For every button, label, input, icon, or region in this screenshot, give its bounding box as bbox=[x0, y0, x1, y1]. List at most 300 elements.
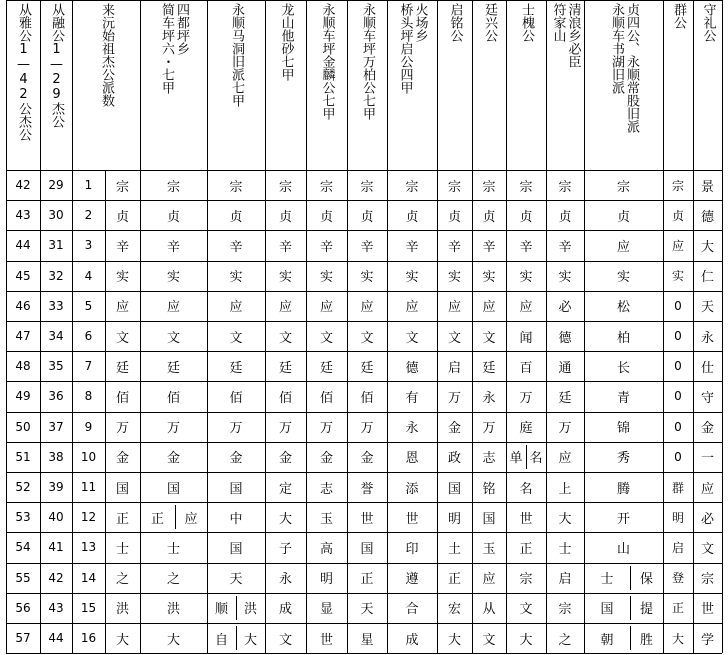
cell-h: 贞 bbox=[360, 209, 374, 225]
cell-d: 文 bbox=[166, 330, 180, 346]
grid-h-line bbox=[6, 593, 722, 594]
header-m bbox=[546, 3, 584, 169]
cell-a: 56 bbox=[15, 600, 31, 615]
cell-n: 开 bbox=[616, 511, 630, 527]
cell-h: 实 bbox=[360, 270, 374, 286]
header-e bbox=[207, 3, 265, 169]
cell-e: 中 bbox=[229, 511, 243, 527]
cell-k: 玉 bbox=[482, 541, 496, 557]
cell-a: 42 bbox=[15, 178, 31, 193]
cell-k: 从 bbox=[482, 602, 496, 618]
cell-m: 应 bbox=[558, 451, 572, 467]
cell-d: 廷 bbox=[166, 360, 180, 376]
cell-g: 贞 bbox=[319, 209, 333, 225]
cell-g: 宗 bbox=[319, 179, 333, 195]
cell-k: 应 bbox=[482, 572, 496, 588]
cell-d: 之 bbox=[166, 572, 180, 588]
header-line: 群公 bbox=[671, 3, 686, 29]
cell-g: 应 bbox=[319, 300, 333, 316]
cell-h: 佰 bbox=[360, 390, 374, 406]
cell-p: 学 bbox=[700, 632, 714, 648]
grid-h-line bbox=[6, 291, 722, 292]
cell-o: 登 bbox=[671, 571, 684, 586]
header-d bbox=[140, 3, 207, 169]
cell-k: 辛 bbox=[482, 239, 496, 255]
grid-h-line bbox=[6, 170, 722, 171]
grid-h-line bbox=[6, 0, 722, 1]
cell-o: 应 bbox=[671, 238, 684, 253]
header-line: 火场乡 bbox=[412, 3, 428, 42]
cell-divider bbox=[526, 445, 527, 469]
cell-a: 49 bbox=[15, 389, 31, 404]
cell-c2: 正 bbox=[115, 511, 129, 527]
header-line: 守礼公 bbox=[700, 3, 716, 42]
cell-f: 文 bbox=[278, 632, 292, 648]
cell-g: 明 bbox=[319, 572, 333, 588]
cell-g: 世 bbox=[319, 632, 333, 648]
cell-l: 闻 bbox=[519, 330, 533, 346]
cell-o: 群 bbox=[671, 480, 684, 495]
cell-m: 士 bbox=[558, 541, 572, 557]
cell-e: 万 bbox=[229, 421, 243, 437]
cell-o: 0 bbox=[674, 329, 682, 344]
cell-d: 宗 bbox=[166, 179, 180, 195]
header-k bbox=[472, 3, 506, 169]
grid-v-line bbox=[693, 0, 694, 653]
cell-n: 实 bbox=[616, 270, 630, 286]
cell-d: 佰 bbox=[166, 390, 180, 406]
cell-j: 辛 bbox=[447, 239, 461, 255]
cell-p: 天 bbox=[700, 300, 714, 316]
cell-l: 实 bbox=[519, 270, 533, 286]
cell-i: 添 bbox=[405, 481, 419, 497]
cell-a: 54 bbox=[15, 540, 31, 555]
cell-o: 启 bbox=[671, 540, 684, 555]
cell-e: 实 bbox=[229, 270, 243, 286]
header-line: 桥头坪启公四甲 bbox=[397, 3, 413, 94]
header-n bbox=[584, 3, 663, 169]
cell-p: 世 bbox=[700, 602, 714, 618]
grid-v-line bbox=[584, 0, 585, 653]
cell-o: 0 bbox=[674, 419, 682, 434]
cell-d: 大 bbox=[166, 632, 180, 648]
cell-b: 35 bbox=[48, 359, 64, 374]
cell-g: 显 bbox=[319, 602, 333, 618]
cell-k: 宗 bbox=[482, 179, 496, 195]
cell-j: 实 bbox=[447, 270, 461, 286]
cell-c: 14 bbox=[80, 570, 97, 585]
grid-v-line bbox=[40, 0, 41, 653]
cell-p: 应 bbox=[700, 481, 714, 497]
cell-b: 38 bbox=[48, 449, 64, 464]
cell-l: 庭 bbox=[519, 421, 533, 437]
cell-m: 宗 bbox=[558, 179, 572, 195]
header-b bbox=[40, 3, 72, 169]
cell-i: 应 bbox=[405, 300, 419, 316]
cell-k: 文 bbox=[482, 330, 496, 346]
header-line: 符家山 bbox=[550, 3, 566, 42]
cell-i: 合 bbox=[405, 602, 419, 618]
cell-f: 佰 bbox=[278, 390, 292, 406]
cell-c2: 万 bbox=[115, 421, 129, 437]
cell-o: 宗 bbox=[671, 178, 684, 193]
cell-g: 文 bbox=[319, 330, 333, 346]
header-i bbox=[387, 3, 437, 169]
cell-e2: 洪 bbox=[243, 602, 257, 618]
cell-l: 百 bbox=[519, 360, 533, 376]
cell-e: 应 bbox=[229, 300, 243, 316]
cell-n: 贞 bbox=[616, 209, 630, 225]
cell-f: 贞 bbox=[278, 209, 292, 225]
cell-p: 仁 bbox=[700, 270, 714, 286]
cell-d: 士 bbox=[166, 541, 180, 557]
cell-n: 松 bbox=[616, 300, 630, 316]
cell-m: 德 bbox=[558, 330, 572, 346]
cell-h: 辛 bbox=[360, 239, 374, 255]
cell-c: 7 bbox=[84, 359, 93, 374]
cell-d: 正 bbox=[150, 511, 164, 527]
cell-d: 实 bbox=[166, 270, 180, 286]
grid-v-line bbox=[105, 170, 106, 653]
header-c bbox=[72, 3, 140, 169]
cell-m: 启 bbox=[558, 572, 572, 588]
cell-m: 之 bbox=[558, 632, 572, 648]
cell-j: 金 bbox=[447, 421, 461, 437]
cell-h: 应 bbox=[360, 300, 374, 316]
cell-n: 锦 bbox=[616, 421, 630, 437]
cell-a: 48 bbox=[15, 359, 31, 374]
cell-k: 廷 bbox=[482, 360, 496, 376]
cell-n: 应 bbox=[616, 239, 630, 255]
header-p bbox=[693, 3, 722, 169]
cell-a: 46 bbox=[15, 298, 31, 313]
header-line: 龙山他砂七甲 bbox=[278, 3, 294, 81]
grid-v-line bbox=[306, 0, 307, 653]
grid-v-line bbox=[72, 0, 73, 653]
grid-v-line bbox=[265, 0, 266, 653]
cell-h: 金 bbox=[360, 451, 374, 467]
cell-b: 33 bbox=[48, 298, 64, 313]
grid-v-line bbox=[472, 0, 473, 653]
grid-h-line bbox=[6, 321, 722, 322]
cell-g: 玉 bbox=[319, 511, 333, 527]
grid-v-line bbox=[207, 0, 208, 653]
cell-e: 国 bbox=[229, 481, 243, 497]
cell-n: 秀 bbox=[616, 451, 630, 467]
cell-o: 0 bbox=[674, 298, 682, 313]
grid-h-line bbox=[6, 653, 722, 654]
cell-a: 47 bbox=[15, 329, 31, 344]
cell-c: 11 bbox=[80, 480, 97, 495]
cell-f: 子 bbox=[278, 541, 292, 557]
cell-m: 廷 bbox=[558, 390, 572, 406]
cell-i: 永 bbox=[405, 421, 419, 437]
cell-j: 启 bbox=[447, 360, 461, 376]
cell-m: 实 bbox=[558, 270, 572, 286]
header-line: 永顺车坪万柏公七甲 bbox=[360, 3, 375, 120]
cell-h: 廷 bbox=[360, 360, 374, 376]
cell-j: 政 bbox=[447, 451, 461, 467]
cell-e: 宗 bbox=[229, 179, 243, 195]
header-line: 来沅始祖杰公派数 bbox=[99, 3, 114, 107]
header-line: 士槐公 bbox=[519, 3, 534, 42]
cell-f: 应 bbox=[278, 300, 292, 316]
cell-f: 万 bbox=[278, 421, 292, 437]
cell-c2: 宗 bbox=[115, 179, 129, 195]
header-line: 启铭公 bbox=[447, 3, 463, 42]
cell-d: 国 bbox=[166, 481, 180, 497]
cell-c2: 大 bbox=[115, 632, 129, 648]
cell-f: 辛 bbox=[278, 239, 292, 255]
cell-m: 通 bbox=[558, 360, 572, 376]
cell-o: 0 bbox=[674, 359, 682, 374]
cell-o: 正 bbox=[671, 601, 684, 616]
cell-b: 44 bbox=[48, 631, 64, 646]
cell-n: 长 bbox=[616, 360, 630, 376]
cell-j: 土 bbox=[447, 541, 461, 557]
cell-l: 应 bbox=[519, 300, 533, 316]
cell-d: 洪 bbox=[166, 602, 180, 618]
cell-m: 宗 bbox=[558, 602, 572, 618]
grid-h-line bbox=[6, 472, 722, 473]
cell-h: 天 bbox=[360, 602, 374, 618]
cell-c: 13 bbox=[80, 540, 97, 555]
cell-d: 金 bbox=[166, 451, 180, 467]
header-line: 永顺车书湖旧派 bbox=[609, 3, 624, 94]
cell-g: 实 bbox=[319, 270, 333, 286]
header-j bbox=[437, 3, 472, 169]
cell-m: 上 bbox=[558, 481, 572, 497]
cell-c: 1 bbox=[84, 178, 93, 193]
cell-a: 45 bbox=[15, 268, 31, 283]
cell-n: 朝 bbox=[600, 632, 614, 648]
cell-i: 恩 bbox=[405, 451, 419, 467]
cell-e: 天 bbox=[229, 572, 243, 588]
cell-i: 宗 bbox=[405, 179, 419, 195]
cell-b: 41 bbox=[48, 540, 64, 555]
cell-c: 4 bbox=[84, 268, 93, 283]
cell-f: 金 bbox=[278, 451, 292, 467]
grid-v-line bbox=[387, 0, 388, 653]
cell-l: 辛 bbox=[519, 239, 533, 255]
cell-g: 金 bbox=[319, 451, 333, 467]
cell-c2: 士 bbox=[115, 541, 129, 557]
header-line: 贞四公、永顺常股旧派 bbox=[624, 3, 639, 133]
grid-h-line bbox=[6, 412, 722, 413]
cell-d: 万 bbox=[166, 421, 180, 437]
grid-v-line bbox=[546, 0, 547, 653]
cell-j: 万 bbox=[447, 390, 461, 406]
cell-c2: 廷 bbox=[115, 360, 129, 376]
cell-h: 国 bbox=[360, 541, 374, 557]
grid-h-line bbox=[6, 200, 722, 201]
cell-b: 34 bbox=[48, 329, 64, 344]
header-g bbox=[306, 3, 347, 169]
cell-p: 永 bbox=[700, 330, 714, 346]
cell-h: 誉 bbox=[360, 481, 374, 497]
grid-v-line bbox=[506, 0, 507, 653]
cell-a: 51 bbox=[15, 449, 31, 464]
cell-c: 3 bbox=[84, 238, 93, 253]
cell-f: 定 bbox=[278, 481, 292, 497]
header-line: 简车坪六・七甲 bbox=[159, 3, 174, 94]
grid-v-line bbox=[722, 0, 723, 653]
cell-n: 宗 bbox=[616, 179, 630, 195]
cell-j: 明 bbox=[447, 511, 461, 527]
cell-k: 铭 bbox=[482, 481, 496, 497]
cell-k: 文 bbox=[482, 632, 496, 648]
cell-e: 廷 bbox=[229, 360, 243, 376]
cell-j: 文 bbox=[447, 330, 461, 346]
cell-e: 顺 bbox=[214, 602, 228, 618]
cell-n: 士 bbox=[600, 572, 614, 588]
cell-l: 宗 bbox=[519, 572, 533, 588]
cell-l: 万 bbox=[519, 390, 533, 406]
cell-b: 40 bbox=[48, 510, 64, 525]
grid-v-line bbox=[6, 0, 7, 653]
cell-f: 文 bbox=[278, 330, 292, 346]
cell-b: 36 bbox=[48, 389, 64, 404]
cell-i: 世 bbox=[405, 511, 419, 527]
cell-l: 单 bbox=[509, 451, 523, 467]
grid-h-line bbox=[6, 563, 722, 564]
cell-b: 32 bbox=[48, 268, 64, 283]
cell-n: 腾 bbox=[616, 481, 630, 497]
cell-p: 金 bbox=[700, 421, 714, 437]
cell-n: 青 bbox=[616, 390, 630, 406]
header-line: 从雅公1—42公杰公 bbox=[16, 3, 31, 141]
cell-b: 42 bbox=[48, 570, 64, 585]
header-line: 永顺车坪金麟公七甲 bbox=[319, 3, 335, 120]
cell-f: 成 bbox=[278, 602, 292, 618]
cell-l2: 名 bbox=[529, 451, 543, 467]
cell-i: 有 bbox=[405, 390, 419, 406]
cell-g: 辛 bbox=[319, 239, 333, 255]
cell-b: 29 bbox=[48, 178, 64, 193]
cell-k: 志 bbox=[482, 451, 496, 467]
cell-divider bbox=[630, 566, 631, 590]
cell-j: 贞 bbox=[447, 209, 461, 225]
cell-p: 一 bbox=[700, 451, 714, 467]
cell-i: 实 bbox=[405, 270, 419, 286]
cell-h: 万 bbox=[360, 421, 374, 437]
cell-d: 贞 bbox=[166, 209, 180, 225]
cell-divider bbox=[236, 596, 237, 620]
cell-i: 辛 bbox=[405, 239, 419, 255]
cell-g: 高 bbox=[319, 541, 333, 557]
cell-l: 贞 bbox=[519, 209, 533, 225]
cell-o: 贞 bbox=[671, 208, 684, 223]
cell-l: 宗 bbox=[519, 179, 533, 195]
cell-g: 志 bbox=[319, 481, 333, 497]
cell-p: 必 bbox=[700, 511, 714, 527]
header-h bbox=[347, 3, 387, 169]
cell-j: 国 bbox=[447, 481, 461, 497]
cell-c2: 辛 bbox=[115, 239, 129, 255]
cell-f: 宗 bbox=[278, 179, 292, 195]
cell-c: 2 bbox=[84, 208, 93, 223]
cell-h: 正 bbox=[360, 572, 374, 588]
cell-c: 15 bbox=[80, 600, 97, 615]
cell-c2: 实 bbox=[115, 270, 129, 286]
cell-c: 10 bbox=[80, 449, 97, 464]
cell-i: 遵 bbox=[405, 572, 419, 588]
cell-a: 52 bbox=[15, 480, 31, 495]
cell-m: 辛 bbox=[558, 239, 572, 255]
cell-c2: 洪 bbox=[115, 602, 129, 618]
cell-c: 6 bbox=[84, 329, 93, 344]
cell-e: 贞 bbox=[229, 209, 243, 225]
cell-p: 仕 bbox=[700, 360, 714, 376]
cell-p: 德 bbox=[700, 209, 714, 225]
cell-j: 宏 bbox=[447, 602, 461, 618]
cell-p: 文 bbox=[700, 541, 714, 557]
cell-d: 辛 bbox=[166, 239, 180, 255]
grid-h-line bbox=[6, 261, 722, 262]
cell-a: 50 bbox=[15, 419, 31, 434]
cell-a: 57 bbox=[15, 631, 31, 646]
cell-c2: 佰 bbox=[115, 390, 129, 406]
header-line: 永顺马洞旧派七甲 bbox=[229, 3, 244, 107]
cell-f: 永 bbox=[278, 572, 292, 588]
grid-h-line bbox=[6, 351, 722, 352]
cell-o: 0 bbox=[674, 449, 682, 464]
cell-d2: 应 bbox=[184, 511, 198, 527]
cell-l: 文 bbox=[519, 602, 533, 618]
cell-b: 31 bbox=[48, 238, 64, 253]
cell-n: 柏 bbox=[616, 330, 630, 346]
header-line: 廷兴公 bbox=[482, 3, 497, 42]
header-f bbox=[265, 3, 306, 169]
cell-n: 国 bbox=[600, 602, 614, 618]
cell-divider bbox=[175, 505, 176, 529]
cell-k: 贞 bbox=[482, 209, 496, 225]
cell-h: 宗 bbox=[360, 179, 374, 195]
header-l bbox=[506, 3, 546, 169]
header-line: 四都坪乡 bbox=[174, 3, 189, 55]
cell-n2: 保 bbox=[639, 572, 653, 588]
cell-j: 大 bbox=[447, 632, 461, 648]
cell-c2: 金 bbox=[115, 451, 129, 467]
cell-o: 大 bbox=[671, 631, 684, 646]
cell-e: 金 bbox=[229, 451, 243, 467]
cell-b: 37 bbox=[48, 419, 64, 434]
grid-v-line bbox=[140, 0, 141, 653]
cell-k: 国 bbox=[482, 511, 496, 527]
cell-n2: 提 bbox=[639, 602, 653, 618]
grid-h-line bbox=[6, 623, 722, 624]
cell-o: 0 bbox=[674, 389, 682, 404]
grid-v-line bbox=[663, 0, 664, 653]
grid-v-line bbox=[437, 0, 438, 653]
cell-c: 9 bbox=[84, 419, 93, 434]
cell-c2: 应 bbox=[115, 300, 129, 316]
cell-c: 12 bbox=[80, 510, 97, 525]
cell-a: 43 bbox=[15, 208, 31, 223]
cell-j: 应 bbox=[447, 300, 461, 316]
cell-j: 宗 bbox=[447, 179, 461, 195]
cell-p: 宗 bbox=[700, 572, 714, 588]
cell-e: 国 bbox=[229, 541, 243, 557]
cell-c: 16 bbox=[80, 631, 97, 646]
cell-h: 星 bbox=[360, 632, 374, 648]
cell-g: 廷 bbox=[319, 360, 333, 376]
cell-b: 43 bbox=[48, 600, 64, 615]
header-o bbox=[663, 3, 693, 169]
cell-f: 廷 bbox=[278, 360, 292, 376]
cell-n: 山 bbox=[616, 541, 630, 557]
cell-i: 德 bbox=[405, 360, 419, 376]
